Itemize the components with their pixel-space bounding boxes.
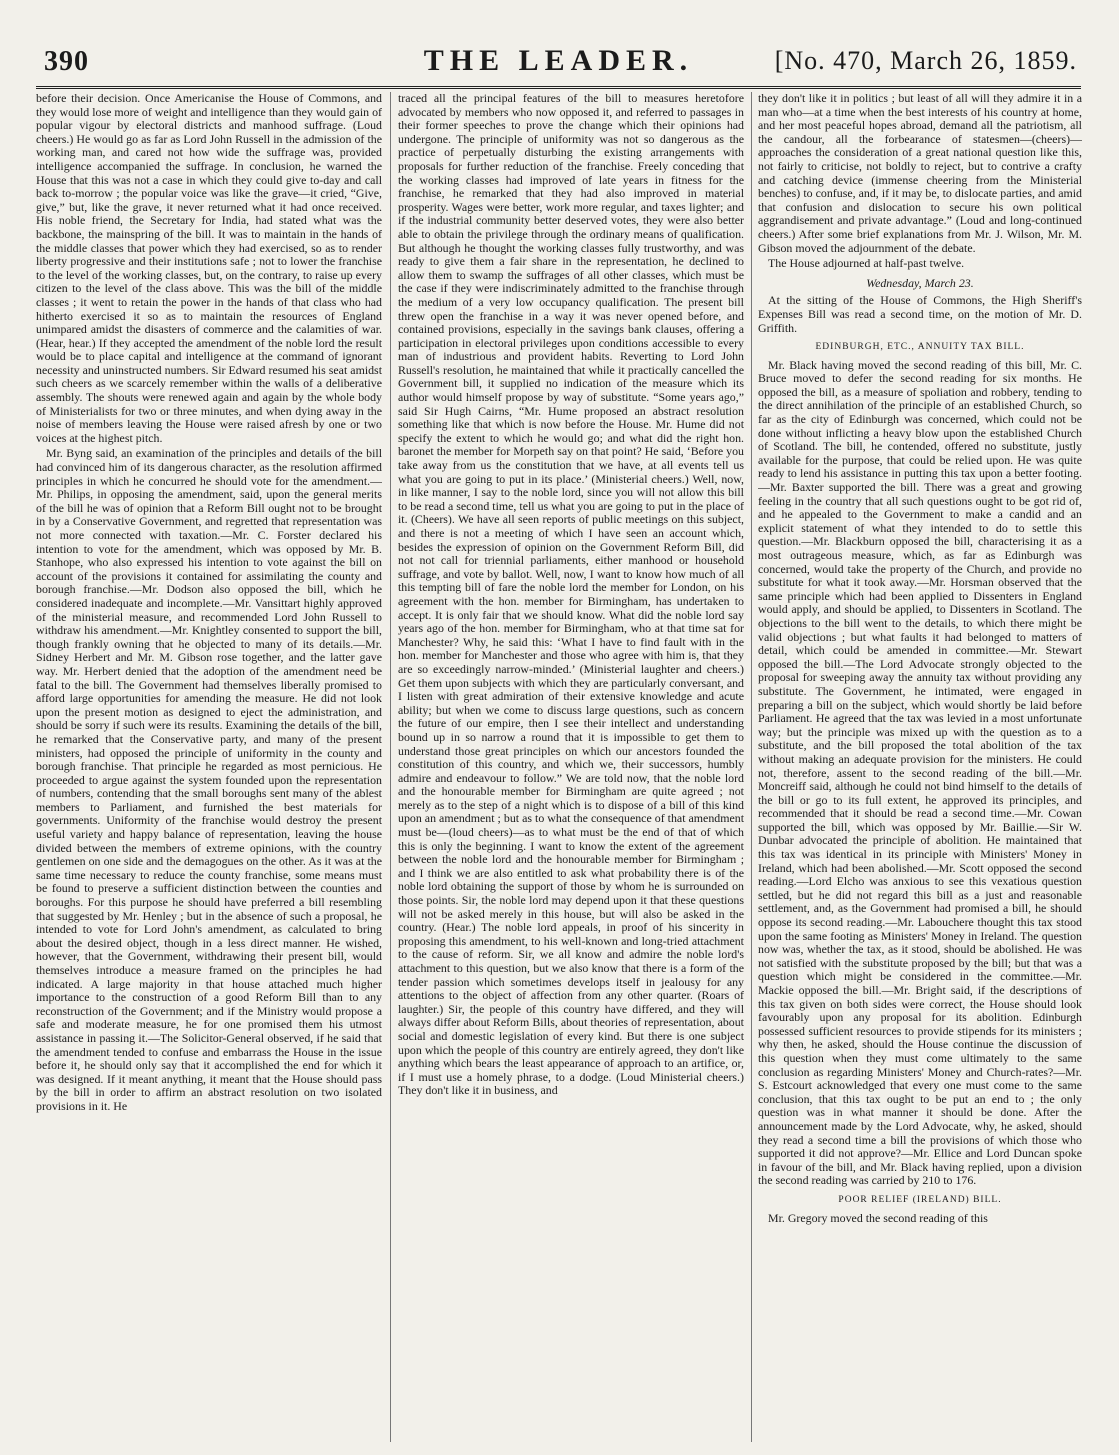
paragraph: they don't like it in politics ; but least of all will they admire it in a man who—at a time when the best interests of his country at home, and her most peaceful hopes abroad, demand all the patriotism, all the candour, all the forbearance of statesmen—(cheers)—approaches the consideration of a great national question like this, not fairly to criticise, not boldly to reject, but to contrive a crafty and catching device (immense cheering from the Ministerial benches) to confuse, and, if it may be, to dislocate parties, and amid that confusion and dislocation to secure his own political aggrandisement and private advantage.” (Loud and long-continued cheers.) After some brief explanations from Mr. J. Wilson, Mr. M. Gibson moved the adjournment of the debate. xyxy=(758,92,1082,255)
paragraph: before their decision. Once Americanise the House of Commons, and they would lose more of weight and intelligence than they would gain of popular vigour by electoral districts and manhood suffrage. (Loud cheers.) He would go as far as Lord John Russell in the admission of the working man, and cared not how wide the suffrage was, provided intelligence accompanied the suffrage. In conclusion, he warned the House that this was not a case in which they could give to-day and call back to-morrow ; the popular voice was like the grave—it cried, “Give, give,” but, like the grave, it never returned what it had once received. His noble friend, the Secretary for India, had stated what was the backbone, the mainspring of the bill. It was to maintain in the hands of the middle classes that power which they had exercised, so as to render liberty progressive and their institutions safe ; not to lower the franchise to the level of the working classes, but, on the contrary, to raise up every citizen to the level of the class above. This was the bill of the middle classes ; it went to retain the power in the hands of that class who had hitherto exercised it so as to maintain the resources of England unimpared amidst the disasters of commerce and the calamities of war. (Hear, hear.) If they accepted the amendment of the noble lord the result would be to place capital and intelligence at the command of ignorant necessity and uninstructed numbers. Sir Edward resumed his seat amidst such cheers as we scarcely remember within the walls of a deliberative assembly. The shouts were renewed again and again by the whole body of Ministerialists for two or three minutes, and when dying away in the noise of members leaving the House were raised afresh by one or two voices at the highest pitch. xyxy=(36,92,382,445)
paragraph: Mr. Byng said, an examination of the principles and details of the bill had convinced him of its dangerous character, as the resolution affirmed principles in which he concurred he should vote for the amendment.—Mr. Philips, in opposing the amendment, said, upon the general merits of the bill he was of opinion that a Reform Bill ought not to be brought in by a Conservative Government, and regretted that representation was not more connected with taxation.—Mr. C. Forster declared his intention to vote for the amendment, which was opposed by Mr. B. Stanhope, who also expressed his intention to vote against the bill on account of the provisions it contained for assimilating the county and borough franchise.—Mr. Dodson also opposed the bill, which he considered inadequate and incomplete.—Mr. Vansittart highly approved of the ministerial measure, and recommended Lord John Russell to withdraw his amendment.—Mr. Knightley consented to support the bill, though frankly owning that he objected to many of its details.—Mr. Sidney Herbert and Mr. M. Gibson rose together, and the latter gave way. Mr. Herbert denied that the adoption of the amendment need be fatal to the bill. The Government had themselves liberally promised to afford large opportunities for amending the measure. He did not look upon the present motion as designed to eject the administration, and should be sorry if such were its results. Examining the details of the bill, he remarked that the Conservative party, and many of the present ministers, had opposed the principle of uniformity in the county and borough franchise. That principle he regarded as most pernicious. He proceeded to argue against the system founded upon the representation of numbers, contending that the small boroughs sent many of the ablest members to Parliament, and furnished the best materials for governments. Uniformity of the franchise would destroy the present useful variety and happy balance of representation, leaving the house divided between the members of extreme opinions, with the country gentlemen on one side and the demagogues on the other. As it was at the same time necessary to reduce the county franchise, some means must be found to preserve a sufficient distinction between the counties and boroughs. For this purpose he should have preferred a bill resembling that suggested by Mr. Henley ; but in the absence of such a proposal, he intended to vote for Lord John's amendment, as calculated to bring about the desired object, though in a less direct manner. He wished, however, that the Government, withdrawing their present bill, would themselves introduce a measure framed on the principles he had indicated. A large majority in that house attached much higher importance to the construction of a good Reform Bill than to any reconstruction of the Government; and if the Ministry would propose a safe and moderate measure, he for one promised them his utmost assistance in passing it.—The Solicitor-General observed, if he said that the amendment tended to confuse and embarrass the House in the issue before it, he should only say that it accomplished the end for which it was designed. If it meant anything, it meant that the House should pass by the bill in order to affirm an abstract resolution on two isolated provisions in it. He xyxy=(36,446,382,1113)
section-heading: POOR RELIEF (IRELAND) BILL. xyxy=(838,1194,1002,1205)
page-number: 390 xyxy=(44,46,89,77)
column-3 xyxy=(758,92,1082,1444)
column-divider xyxy=(390,92,391,1442)
paragraph: Mr. Gregory moved the second reading of this xyxy=(768,1210,988,1225)
column-1 xyxy=(36,92,382,1444)
column-2 xyxy=(398,92,744,1444)
issue-info: [No. 470, March 26, 1859. xyxy=(774,46,1077,75)
header-rule xyxy=(36,86,1081,91)
section-heading: EDINBURGH, ETC., ANNUITY TAX BILL. xyxy=(815,342,1025,353)
masthead-title: THE LEADER. xyxy=(423,44,694,77)
paragraph: traced all the principal features of the bill to measures heretofore advocated by members who now opposed it, and referred to passages in their former speeches to prove the change which their opinions had undergone. The principle of uniformity was not so dangerous as the practice of perpetually disturbing the existing arrangements with proposals for further reduction of the franchise. Freely conceding that the working classes had improved of late years in fitness for the franchise, he remarked that they had also improved in material prosperity. Wages were better, work more regular, and taxes lighter; and if the industrial community better deserved votes, they were also better able to obtain the privilege through the ordinary means of qualification. But although he thought the working classes fully trustworthy, and was ready to give them a fair share in the representation, he declined to allow them to swamp the suffrages of all other classes, which must be the case if they were indiscriminately admitted to the franchise through the medium of a very low occupancy qualification. The present bill threw open the franchise in a way it was never opened before, and contained provisions, especially in the savings bank clauses, offering a participation in electoral privileges upon conditions accessible to every man of industrious and provident habits. Reverting to Lord John Russell's resolution, he maintained that while it practically cancelled the Government bill, it supplied no indication of the measure which its author would himself propose by way of substitute. “Some years ago,” said Sir Hugh Cairns, “Mr. Hume proposed an abstract resolution something like that which is now before the House. Mr. Hume did not specify the extent to which he would go; and what did the right hon. baronet the member for Morpeth say on that point? He said, ‘Before you take away from us the constitution that we have, at all events tell us what you are going to put in its place.’ (Ministerial cheers.) Well, now, in like manner, I say to the noble lord, since you will not allow this bill to be read a second time, tell us what you are going to put in the place of it. (Cheers). We have all seen reports of public meetings on this subject, and there is not a meeting of which I have seen an account which, besides the expression of opinion on the Government Reform Bill, did not not call for triennial parliaments, either manhood or household suffrage, and vote by ballot. Well, now, I want to know how much of all this tempting bill of fare the noble lord the member for London, on his agreement with the hon. member for Birmingham, has undertaken to accept. It is only fair that we should know. What did the noble lord say years ago of the hon. member for Birmingham, who at that time sat for Manchester? Why, he said this: ‘What I have to find fault with in the hon. member for Manchester and those who agree with him is, that they are so exceedingly narrow-minded.’ (Ministerial laughter and cheers.) Get them upon subjects with which they are particularly conversant, and I listen with great admiration of their extensive knowledge and acute ability; but when we come to discuss large questions, such as concern the future of our empire, then I see their intellect and understanding bound up in so narrow a round that it is impossible to get them to understand those great principles on which our ancestors founded the constitution of this country, and which we, their successors, humbly admire and endeavour to follow.” We are told now, that the noble lord and the honourable member for Birmingham are quite agreed ; not merely as to the step of a night which is to dispose of a bill of this kind upon an amendment ; but as to what the consequence of that amendment must be—(loud cheers)—as to what must be the end of that of which this is only the beginning. I want to know the extent of the agreement between the noble lord and the honourable member for Birmingham ; and I think we are also entitled to ask what probability there is of the noble lord obtaining the support of those by whom he is surrounded on those points. Sir, the noble lord may depend upon it that these questions will not be asked merely in this house, but will also be asked in the country. (Hear.) The noble lord appeals, in proof of his sincerity in proposing this amendment, to his well-known and long-tried attachment to the cause of reform. Sir, we all know and admire the noble lord's attachment to this question, but we also know that there is a form of the tender passion which sometimes develops itself in jealousy for any attentions to the object of affection from any other quarter. (Roars of laughter.) Sir, the people of this country have differed, and they will always differ about Reform Bills, about theories of representation, about social and domestic legislation of every kind. But there is one subject upon which the people of this country are entirely agreed, they don't like anything which bears the least appearance of approach to an artifice, or, if I must use a homely phrase, to a dodge. (Loud Ministerial cheers.) They don't like it in business, and xyxy=(398,92,744,1098)
column-divider xyxy=(751,92,752,1442)
paragraph: At the sitting of the House of Commons, the High Sheriff's Expenses Bill was read a second time, on the motion of Mr. D. Griffith. xyxy=(758,293,1082,335)
page-header xyxy=(36,44,1081,86)
dateline: Wednesday, March 23. xyxy=(866,275,974,290)
paragraph: The House adjourned at half-past twelve. xyxy=(768,256,965,271)
paragraph: Mr. Black having moved the second reading of this bill, Mr. C. Bruce moved to defer the second reading for six months. He opposed the bill, as a measure of spoliation and robbery, tending to the direct annihilation of the principle of an established Church, so far as the city of Edinburgh was concerned, which could not be done without inflicting a heavy blow upon the established Church of Scotland. The bill, he contended, offered no substitute, justly available for the purpose, that could be relied upon. He was quite ready to lend his assistance in putting this tax upon a better footing.—Mr. Baxter supported the bill. There was a great and growing feeling in the country that all such questions ought to be got rid of, and he appealed to the Government to make a candid and an explicit statement of what they intended to do to settle this question.—Mr. Blackburn opposed the bill, characterising it as a most outrageous measure, which, as far as Edinburgh was concerned, would take the property of the Church, and provide no substitute for what it took away.—Mr. Horsman observed that the same principle which had been applied to Dissenters in England would apply, and should be applied, to Dissenters in Scotland. The objections to the bill went to the details, to which there might be valid objections ; but what faults it had belonged to matters of detail, which could be amended in committee.—Mr. Stewart opposed the bill.—The Lord Advocate strongly objected to the proposal for sweeping away the annuity tax without providing any substitute. The Government, he intimated, were engaged in preparing a bill on the subject, which would shortly be laid before Parliament. He agreed that the tax was levied in a most unfortunate way; but the principle was mixed up with the question as to a substitute, and the bill proposed the total abolition of the tax without making an adequate provision for the ministers. He could not, therefore, assent to the second reading of the bill.—Mr. Moncreiff said, although he could not bind himself to the details of the bill or go to its full extent, he approved its principles, and recommended that it should be read a second time.—Mr. Cowan supported the bill, which was opposed by Mr. Baillie.—Sir W. Dunbar advocated the principle of abolition. He maintained that this tax was identical in its principle with Ministers' Money in Ireland, which had been abolished.—Mr. Scott opposed the second reading.—Lord Elcho was anxious to see this vexatious question settled, but he did not regard this bill as a just and reasonable settlement, and, as the Government had promised a bill, he should oppose its second reading.—Mr. Labouchere thought this tax stood upon the same footing as Ministers' Money in Ireland. The question now was, whether the tax, as it stood, should be abolished. He was not satisfied with the substitute proposed by the bill; but that was a question which might be considered in the committee.—Mr. Mackie opposed the bill.—Mr. Bright said, if the descriptions of this tax given on both sides were correct, the House should look favourably upon any proposal for its abolition. Edinburgh possessed sufficient resources to provide stipends for its ministers ; why then, he asked, should the House continue the discussion of this question when they must come ultimately to the same conclusion as regarding Ministers' Money and Church-rates?—Mr. S. Estcourt acknowledged that every one must come to the same conclusion, that this tax ought to be put an end to ; the only question was in what manner it should be done. After the announcement made by the Lord Advocate, why, he asked, should they read a second time a bill the provisions of which those who supported it did not approve?—Mr. Ellice and Lord Duncan spoke in favour of the bill, and Mr. Black having replied, upon a division the second reading was carried by 210 to 176. xyxy=(758,357,1082,1188)
